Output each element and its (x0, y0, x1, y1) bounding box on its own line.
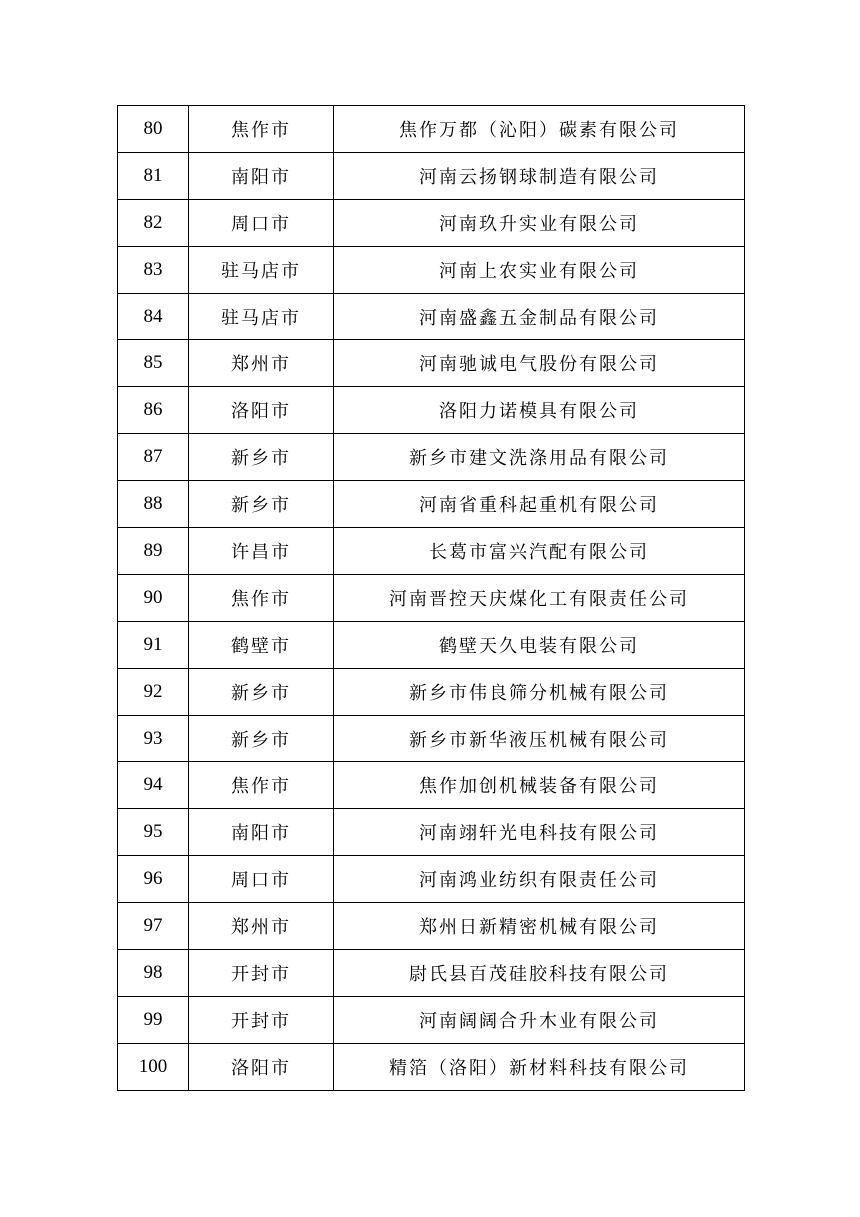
city-cell: 开封市 (189, 996, 334, 1043)
row-number: 86 (118, 387, 189, 434)
table-row (118, 1043, 745, 1090)
table-row (118, 903, 745, 950)
company-name-cell: 河南盛鑫五金制品有限公司 (334, 293, 745, 340)
city-cell: 周口市 (189, 199, 334, 246)
city-cell: 洛阳市 (189, 387, 334, 434)
table-row (118, 809, 745, 856)
company-name-cell: 长葛市富兴汽配有限公司 (334, 528, 745, 575)
table-row (118, 152, 745, 199)
company-name-cell: 河南驰诚电气股份有限公司 (334, 340, 745, 387)
table-row (118, 434, 745, 481)
company-name-cell: 河南翊轩光电科技有限公司 (334, 809, 745, 856)
company-name-cell: 洛阳力诺模具有限公司 (334, 387, 745, 434)
row-number: 82 (118, 199, 189, 246)
company-list-body (118, 106, 745, 1091)
city-cell: 驻马店市 (189, 293, 334, 340)
row-number: 91 (118, 621, 189, 668)
company-name-cell: 河南玖升实业有限公司 (334, 199, 745, 246)
row-number: 84 (118, 293, 189, 340)
company-name-cell: 河南鸿业纺织有限责任公司 (334, 856, 745, 903)
city-cell: 周口市 (189, 856, 334, 903)
row-number: 96 (118, 856, 189, 903)
company-name-cell: 新乡市伟良筛分机械有限公司 (334, 668, 745, 715)
city-cell: 洛阳市 (189, 1043, 334, 1090)
table-row (118, 856, 745, 903)
city-cell: 焦作市 (189, 106, 334, 153)
city-cell: 郑州市 (189, 903, 334, 950)
row-number: 87 (118, 434, 189, 481)
row-number: 100 (118, 1043, 189, 1090)
city-cell: 新乡市 (189, 434, 334, 481)
city-cell: 南阳市 (189, 152, 334, 199)
row-number: 93 (118, 715, 189, 762)
row-number: 92 (118, 668, 189, 715)
company-name-cell: 河南云扬钢球制造有限公司 (334, 152, 745, 199)
table-row (118, 528, 745, 575)
city-cell: 焦作市 (189, 574, 334, 621)
table-row (118, 668, 745, 715)
row-number: 80 (118, 106, 189, 153)
city-cell: 郑州市 (189, 340, 334, 387)
company-list-table (117, 105, 745, 1091)
row-number: 90 (118, 574, 189, 621)
table-row (118, 996, 745, 1043)
table-row (118, 246, 745, 293)
table-row (118, 715, 745, 762)
company-name-cell: 郑州日新精密机械有限公司 (334, 903, 745, 950)
city-cell: 焦作市 (189, 762, 334, 809)
company-name-cell: 河南上农实业有限公司 (334, 246, 745, 293)
table-row (118, 199, 745, 246)
table-row (118, 621, 745, 668)
table-row (118, 574, 745, 621)
company-name-cell: 新乡市新华液压机械有限公司 (334, 715, 745, 762)
company-name-cell: 河南阔阔合升木业有限公司 (334, 996, 745, 1043)
city-cell: 开封市 (189, 950, 334, 997)
city-cell: 新乡市 (189, 481, 334, 528)
row-number: 89 (118, 528, 189, 575)
city-cell: 新乡市 (189, 715, 334, 762)
table-row (118, 387, 745, 434)
company-name-cell: 河南省重科起重机有限公司 (334, 481, 745, 528)
row-number: 98 (118, 950, 189, 997)
company-name-cell: 尉氏县百茂硅胶科技有限公司 (334, 950, 745, 997)
row-number: 88 (118, 481, 189, 528)
city-cell: 新乡市 (189, 668, 334, 715)
row-number: 94 (118, 762, 189, 809)
row-number: 99 (118, 996, 189, 1043)
row-number: 81 (118, 152, 189, 199)
company-name-cell: 精箔（洛阳）新材料科技有限公司 (334, 1043, 745, 1090)
table-row (118, 481, 745, 528)
company-name-cell: 河南晋控天庆煤化工有限责任公司 (334, 574, 745, 621)
city-cell: 许昌市 (189, 528, 334, 575)
company-name-cell: 鹤壁天久电装有限公司 (334, 621, 745, 668)
table-row (118, 106, 745, 153)
table-row (118, 950, 745, 997)
row-number: 85 (118, 340, 189, 387)
row-number: 97 (118, 903, 189, 950)
row-number: 95 (118, 809, 189, 856)
company-name-cell: 新乡市建文洗涤用品有限公司 (334, 434, 745, 481)
table-row (118, 293, 745, 340)
city-cell: 驻马店市 (189, 246, 334, 293)
table-row (118, 762, 745, 809)
city-cell: 南阳市 (189, 809, 334, 856)
table-row (118, 340, 745, 387)
company-name-cell: 焦作万都（沁阳）碳素有限公司 (334, 106, 745, 153)
city-cell: 鹤壁市 (189, 621, 334, 668)
company-name-cell: 焦作加创机械装备有限公司 (334, 762, 745, 809)
row-number: 83 (118, 246, 189, 293)
